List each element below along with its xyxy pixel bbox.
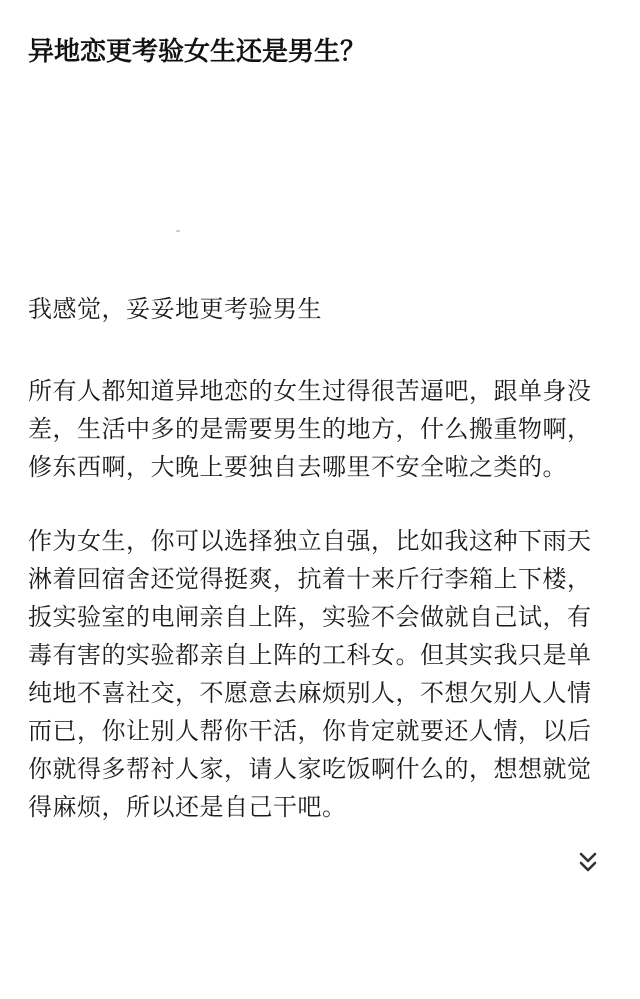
question-title: 异地恋更考验女生还是男生？ <box>28 37 367 67</box>
answer-body <box>28 290 612 854</box>
expand-answer-button[interactable] <box>558 838 618 886</box>
image-speck <box>176 230 180 232</box>
answer-paragraph-2: 所有人都知道异地恋的女生过得很苦逼吧，跟单身没差，生活中多的是需要男生的地方，什么搬重物啊，修东西啊，大晚上要独自去哪里不安全啦之类的。 <box>28 377 592 481</box>
answer-paragraph-3: 作为女生，你可以选择独立自强，比如我这种下雨天淋着回宿舍还觉得挺爽，抗着十来斤行李箱上下楼，扳实验室的电闸亲自上阵，实验不会做就自己试，有毒有害的实验都亲自上阵的工科女。但其实我只是单纯地不喜社交，不愿意去麻烦别人，不想欠别人人情而已，你让别人帮你干活，你肯定就要还人情，以后你就得多帮衬人家，请人家吃饭啊什么的，想想就觉得麻烦，所以还是自己干吧。 <box>28 527 592 821</box>
answer-paragraph-1: 我感觉，妥妥地更考验男生 <box>28 295 322 323</box>
double-chevron-down-icon <box>578 851 598 873</box>
answer-image <box>0 90 640 280</box>
